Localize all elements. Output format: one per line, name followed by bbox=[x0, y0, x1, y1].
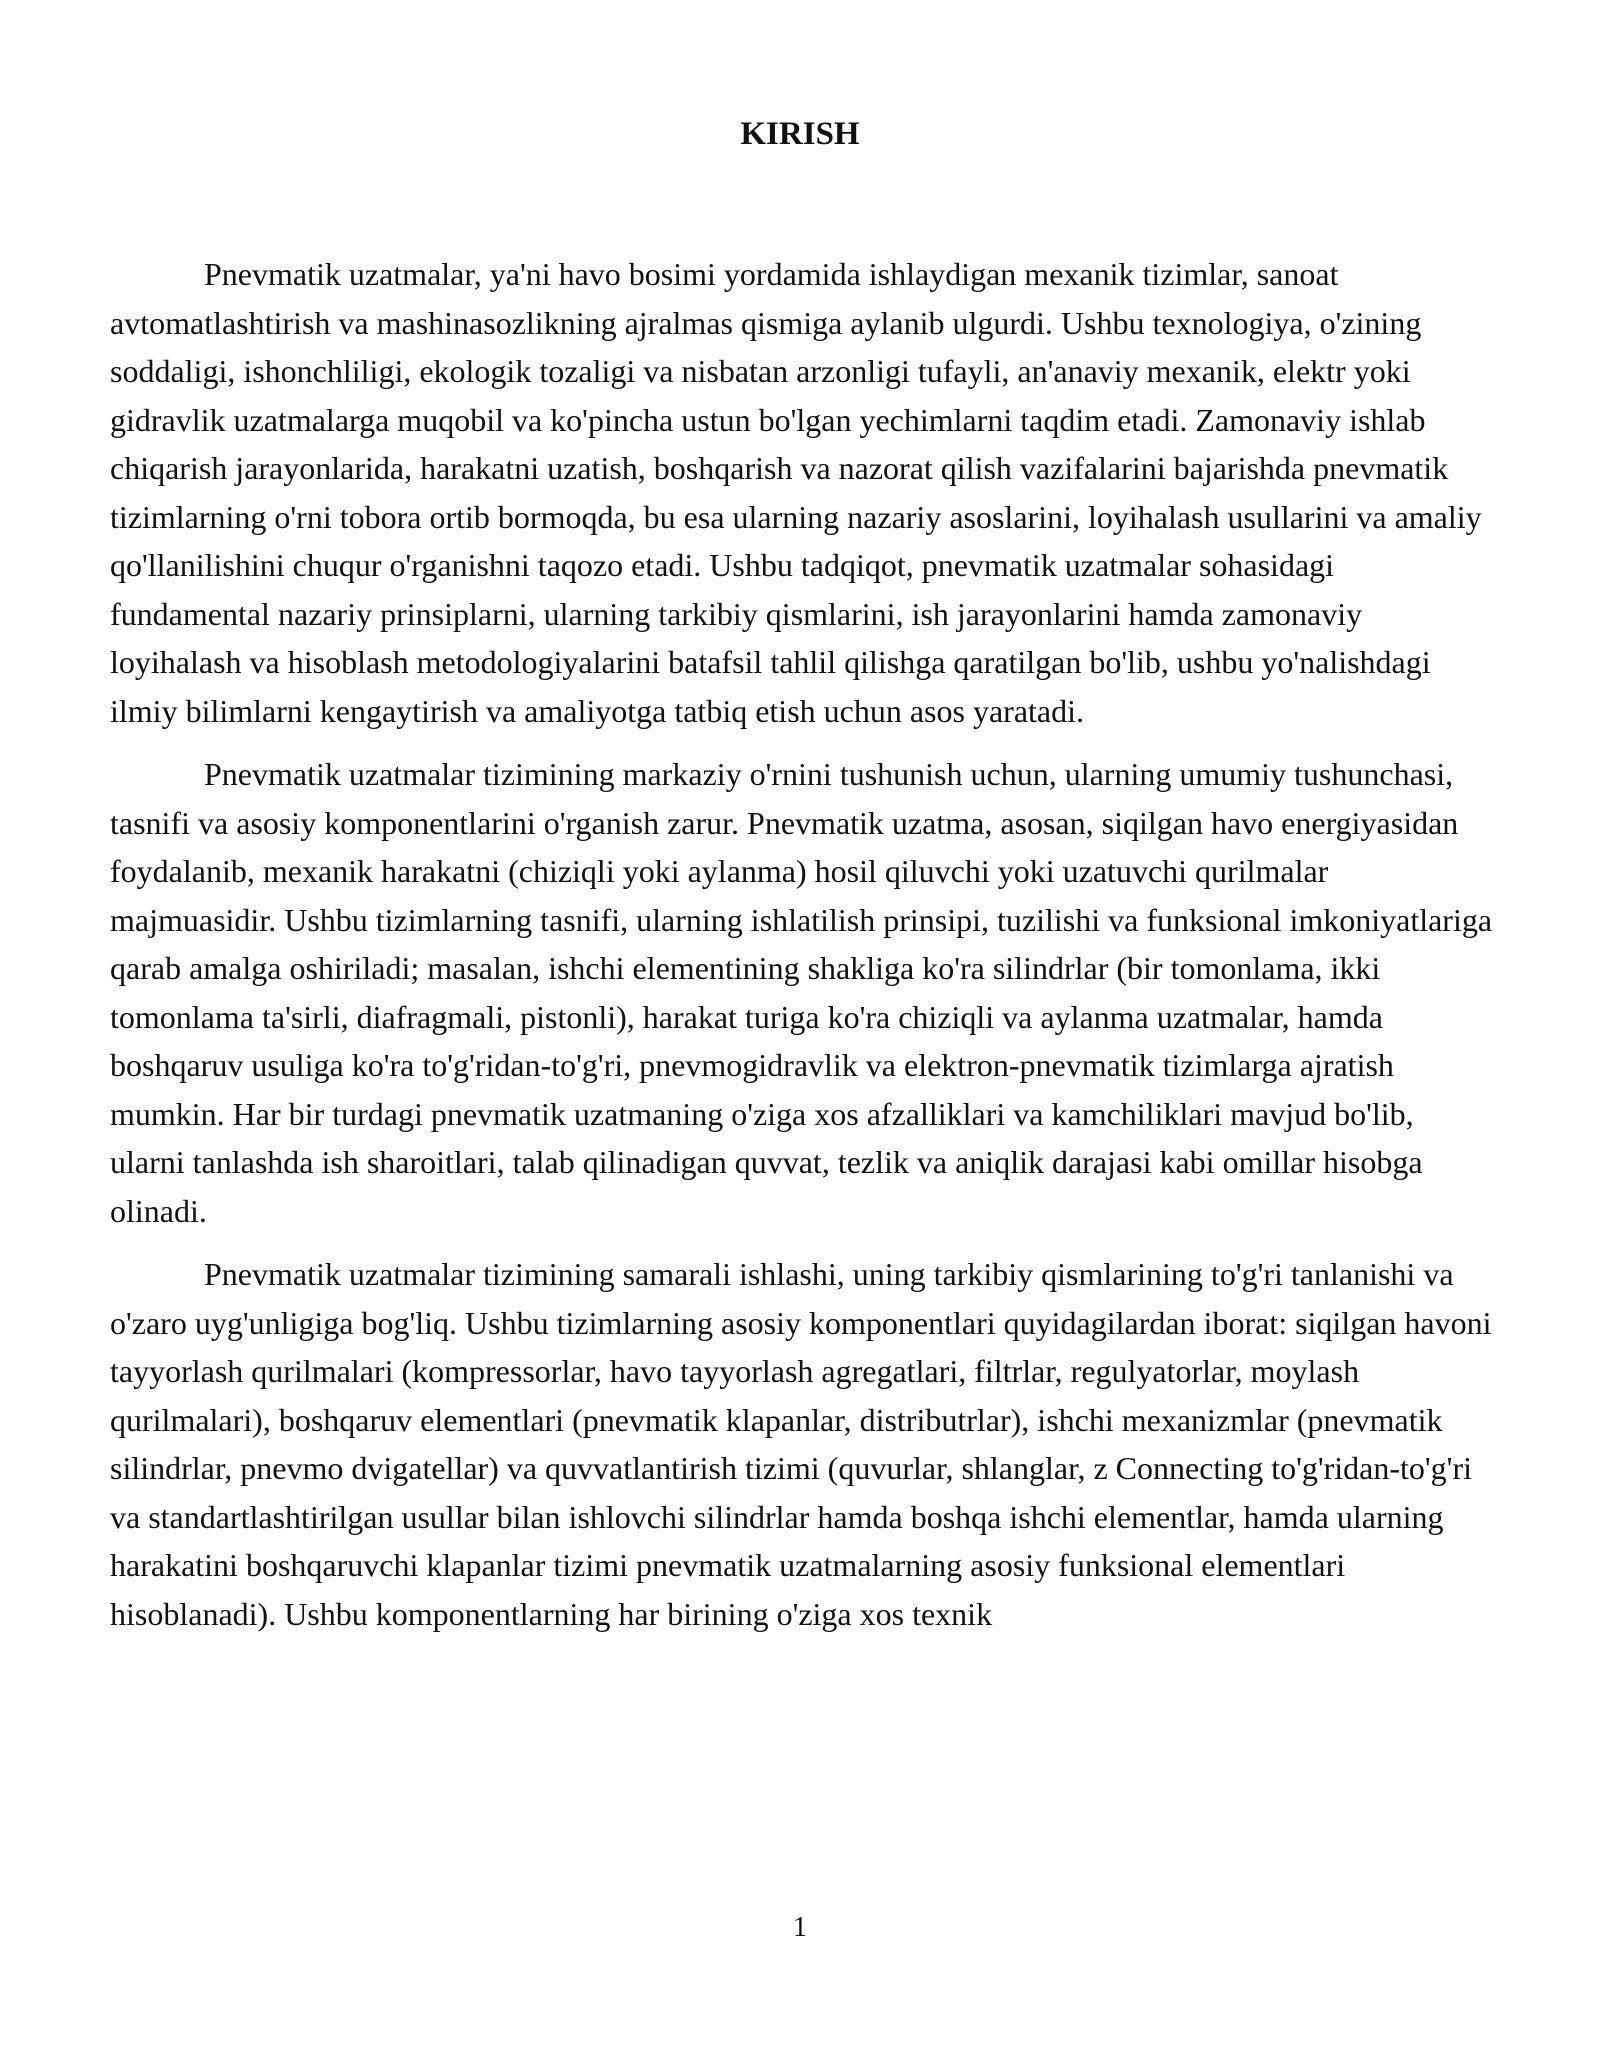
paragraph-2: Pnevmatik uzatmalar tizimining markaziy o'rnini tushunish uchun, ularning umumiy tushunchasi, tasnifi va asosiy komponentlarini o'rganish zarur. Pnevmatik uzatma, asosan, siqilgan havo energiyasidan foydalanib, mexanik harakatni (chiziqli yoki aylanma) hosil qiluvchi yoki uzatuvchi qurilmalar majmuasidir. Ushbu tizimlarning tasnifi, ularning ishlatilish prinsipi, tuzilishi va funksional imkoniyatlariga qarab amalga oshiriladi; masalan, ishchi elementining shakliga ko'ra silindrlar (bir tomonlama, ikki tomonlama ta'sirli, diafragmali, pistonli), harakat turiga ko'ra chiziqli va aylanma uzatmalar, hamda boshqaruv usuliga ko'ra to'g'ridan-to'g'ri, pnevmogidravlik va elektron-pnevmatik tizimlarga ajratish mumkin. Har bir turdagi pnevmatik uzatmaning o'ziga xos afzalliklari va kamchiliklari mavjud bo'lib, ularni tanlashda ish sharoitlari, talab qilinadigan quvvat, tezlik va aniqlik darajasi kabi omillar hisobga olinadi. bbox=[110, 756, 1493, 1229]
paragraph-3: Pnevmatik uzatmalar tizimining samarali ishlashi, uning tarkibiy qismlarining to'g'ri tanlanishi va o'zaro uyg'unligiga bog'liq. Ushbu tizimlarning asosiy komponentlari quyidagilardan iborat: siqilgan havoni tayyorlash qurilmalari (kompressorlar, havo tayyorlash agregatlari, filtrlar, regulyatorlar, moylash qurilmalari), boshqaruv elementlari (pnevmatik klapanlar, distributrlar), ishchi mexanizmlar (pnevmatik silindrlar, pnevmo dvigatellar) va quvvatlantirish tizimi (quvurlar, shlanglar, z Connecting to'g'ridan-to'g'ri va standartlashtirilgan usullar bilan ishlovchi silindrlar hamda boshqa ishchi elementlar, hamda ularning harakatini boshqaruvchi klapanlar tizimi pnevmatik uzatmalarning asosiy funksional elementlari hisoblanadi). Ushbu komponentlarning har birining o'ziga xos texnik bbox=[110, 1256, 1492, 1632]
paragraph-1: Pnevmatik uzatmalar, ya'ni havo bosimi yordamida ishlaydigan mexanik tizimlar, sanoat avtomatlashtirish va mashinasozlikning ajralmas qismiga aylanib ulgurdi. Ushbu texnologiya, o'zining soddaligi, ishonchliligi, ekologik tozaligi va nisbatan arzonligi tufayli, an'anaviy mexanik, elektr yoki gidravlik uzatmalarga muqobil va ko'pincha ustun bo'lgan yechimlarni taqdim etadi. Zamonaviy ishlab chiqarish jarayonlarida, harakatni uzatish, boshqarish va nazorat qilish vazifalarini bajarishda pnevmatik tizimlarning o'rni tobora ortib bormoqda, bu esa ularning nazariy asoslarini, loyihalash usullarini va amaliy qo'llanilishini chuqur o'rganishni taqozo etadi. Ushbu tadqiqot, pnevmatik uzatmalar sohasidagi fundamental nazariy prinsiplarni, ularning tarkibiy qismlarini, ish jarayonlarini hamda zamonaviy loyihalash va hisoblash metodologiyalarini batafsil tahlil qilishga qaratilgan bo'lib, ushbu yo'nalishdagi ilmiy bilimlarni kengaytirish va amaliyotga tatbiq etish uchun asos yaratadi. bbox=[110, 256, 1482, 729]
page-number: 1 bbox=[793, 1912, 807, 1943]
page-title: KIRISH bbox=[740, 116, 860, 152]
body-text bbox=[110, 250, 1493, 1653]
